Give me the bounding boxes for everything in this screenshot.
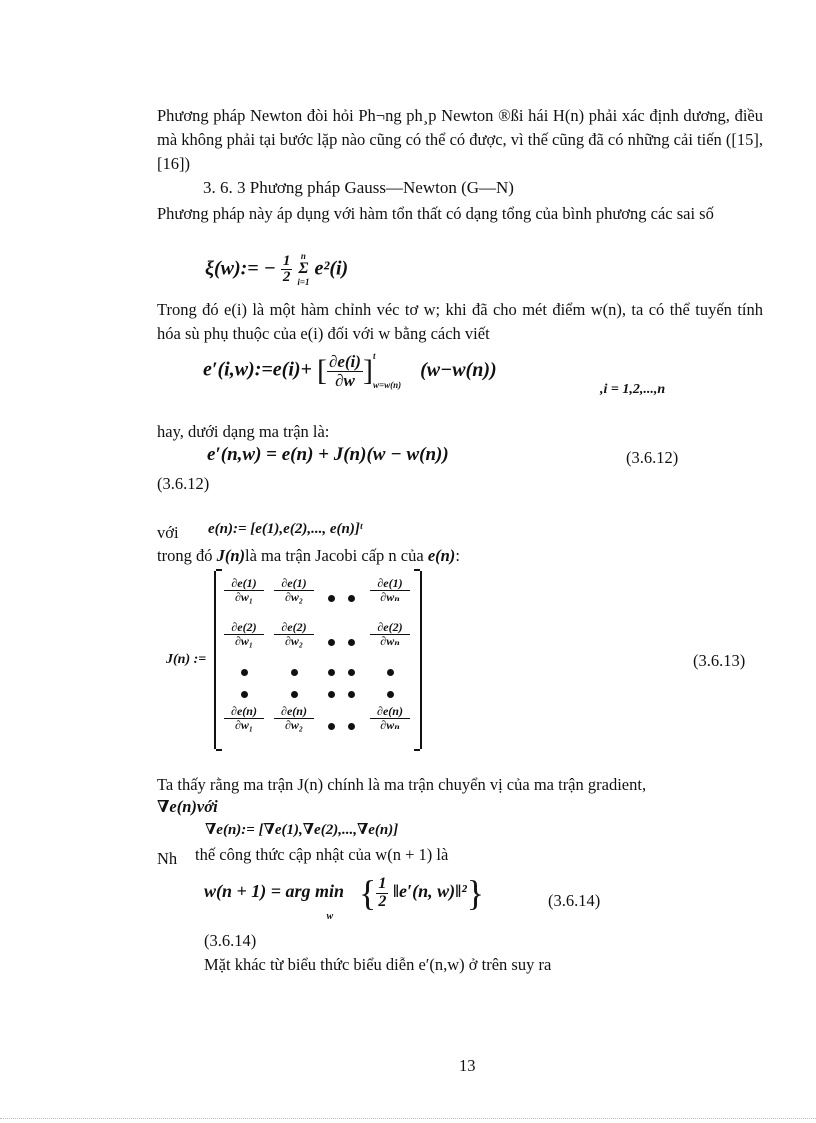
m-r2-cn: ∂e(2) ∂wₙ [370, 621, 410, 648]
section-heading: 3. 6. 3 Phương pháp Gauss—Newton (G—N) [203, 178, 514, 197]
dot [241, 669, 248, 676]
para-transpose: Ta thấy rằng ma trận J(n) chính là ma trận chuyển vị của ma trận gradient, [157, 775, 647, 794]
eq1-sum: Σ [298, 260, 309, 278]
eq2-sub: w=w(n) [372, 380, 402, 390]
m-r1-c2: ∂e(1) ∂w₂ [274, 577, 314, 604]
voi-label: với [157, 523, 179, 542]
dot [348, 669, 355, 676]
equation-3-6-14: w(n + 1) = arg min w { $\frac{1}{2}$ ‖e′(n, w)‖²} [204, 873, 485, 923]
para5-e: e(n) [427, 546, 456, 565]
dot [328, 691, 335, 698]
dot [328, 723, 335, 730]
para-conclusion: Mặt khác từ biểu thức biểu diễn e′(n,w) ở trên suy ra [204, 955, 552, 974]
eq1-num: 1 [282, 252, 291, 269]
eq2-den: ∂w [335, 370, 355, 390]
eq5-den: 2 [378, 892, 387, 910]
label-3-6-14: (3.6.14) [548, 891, 601, 910]
para6b: ∇e(n)với [157, 797, 218, 816]
dot [348, 691, 355, 698]
dot [387, 691, 394, 698]
dot [328, 595, 335, 602]
jacobian-matrix [214, 571, 422, 749]
dot [328, 639, 335, 646]
dot [348, 639, 355, 646]
eq1-rhs: e²(i) [314, 257, 349, 280]
label-3-6-12: (3.6.12) [626, 448, 679, 467]
eq5-rhs: ‖e′(n, w)‖² [392, 881, 467, 902]
dot [348, 723, 355, 730]
dot [291, 691, 298, 698]
para5-pre: trong đó [157, 546, 213, 565]
m-rn-cn: ∂e(n) ∂wₙ [370, 705, 410, 732]
para-newton: Phương pháp Newton đòi hỏi Ph¬ng ph¸p Newton ®ßi hái H(n) phải xác định dương, điều mà không phải tại bước lặp nào cũng có thể có được, vì thế cũng đã có những cải tiến ([15],[16]) [157, 106, 764, 173]
page-number: 13 [459, 1056, 476, 1075]
equation-gradient: ∇e(n):= [∇e(1),∇e(2),...,∇e(n)] [205, 822, 399, 838]
para-update-rule: thế công thức cập nhật của w(n + 1) là [195, 845, 449, 864]
m-r1-c1: ∂e(1) ∂w₁ [224, 577, 264, 604]
label-3-6-13: (3.6.13) [693, 651, 746, 670]
eq2-rhs: (w−w(n)) [420, 358, 497, 381]
matrix-lhs: J(n) := [166, 652, 207, 667]
m-r2-c2: ∂e(2) ∂w₂ [274, 621, 314, 648]
m-r1-cn: ∂e(1) ∂wₙ [370, 577, 410, 604]
para-jacobi [157, 546, 460, 566]
m-rn-c2: ∂e(n) ∂w₂ [274, 705, 314, 732]
footer-rule [0, 1118, 816, 1119]
m-rn-c1: ∂e(n) ∂w₁ [224, 705, 264, 732]
dot [328, 669, 335, 676]
m-r2-c1: ∂e(2) ∂w₁ [224, 621, 264, 648]
dot [291, 669, 298, 676]
para-definition: Trong đó e(i) là một hàm chỉnh véc tơ w; khi đã cho mét điểm w(n), ta có thể tuyến tính hóa sù phụ thuộc của e(i) đối với w bằng cách viết [157, 300, 763, 343]
eq2-sup: t [372, 351, 376, 361]
label-3-6-12-repeat: (3.6.12) [157, 474, 210, 493]
para-gradient [157, 797, 218, 817]
eq1-den: 2 [282, 269, 291, 286]
dot [348, 595, 355, 602]
para5-j: J(n) [216, 546, 246, 565]
dot [241, 691, 248, 698]
equation-error-vector: e(n):= [e(1),e(2),..., e(n)]ᵗ [208, 521, 363, 537]
eq2-range: ,i = 1,2,...,n [600, 382, 666, 397]
eq5-num: 1 [378, 874, 387, 892]
dot [387, 669, 394, 676]
eq1-lhs: ξ(w):= − [205, 257, 276, 280]
nh-label: Nh [157, 849, 178, 868]
equation-loss [205, 252, 348, 288]
eq1-sum-bottom: i=1 [297, 277, 310, 288]
para-matrix-form: hay, dưới dạng ma trận là: [157, 422, 330, 441]
eq5-under: w [326, 911, 334, 923]
eq1-sum-top: n [300, 251, 306, 261]
para5-mid: là ma trận Jacobi cấp n của [245, 546, 424, 565]
equation-linearization: e′(i,w):=e(i)+ [ $\frac{\partial e(i)}{\partial w}$ ] t w=w(n) (w−w(n)) [203, 351, 497, 390]
equation-3-6-12: e′(n,w) = e(n) + J(n)(w − w(n)) [207, 444, 449, 465]
para-gauss-newton: Phương pháp này áp dụng với hàm tổn thất có dạng tổng của bình phương các sai số [157, 204, 714, 223]
para5-end: : [455, 546, 460, 565]
eq2-lhs: e′(i,w):=e(i)+ [203, 358, 312, 381]
eq5-lhs-a: w(n + 1) = arg min [204, 881, 345, 902]
eq2-num: ∂e(i) [328, 351, 361, 371]
label-3-6-14-repeat: (3.6.14) [204, 931, 257, 950]
